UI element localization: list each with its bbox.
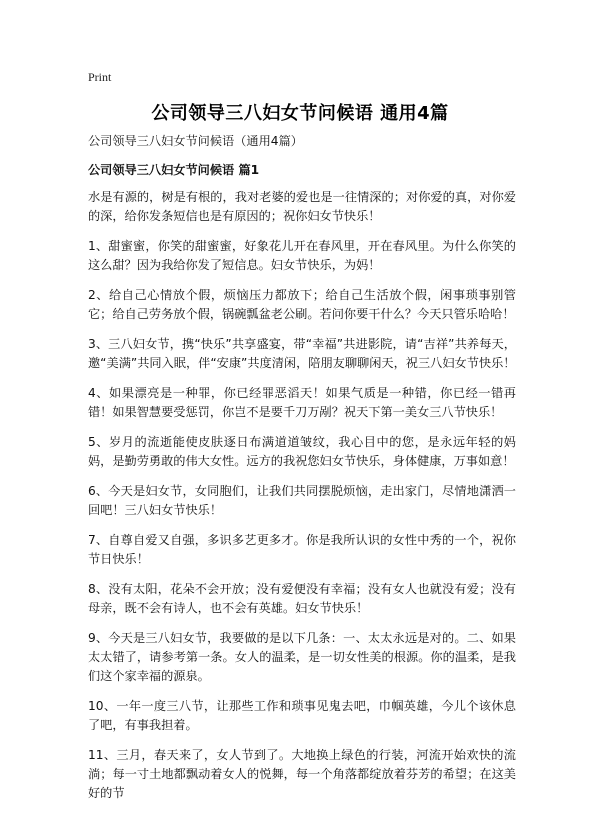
paragraph-11: 11、三月，春天来了，女人节到了。大地换上绿色的行装，河流开始欢快的流淌；每一寸土地都飘动着女人的悦舞，每一个角落都绽放着芬芳的希望；在这美好的节 (88, 748, 516, 800)
paragraph-2: 2、给自己心情放个假，烦恼压力都放下；给自己生活放个假，闲事琐事别管它；给自己劳务放个假，锅碗瓢盆老公刷。若问你要干什么？今天只管乐哈哈！ (88, 288, 516, 321)
paragraph-3: 3、三八妇女节，携“快乐”共享盛宴，带“幸福”共进影院，请“吉祥”共养每天，邀“美满”共同入眠，伴“安康”共度清闲，陪朋友聊聊闲天，祝三八妇女节快乐！ (88, 337, 516, 370)
paragraph-1: 1、甜蜜蜜，你笑的甜蜜蜜，好象花儿开在春风里，开在春风里。为什么你笑的这么甜？因为我给你发了短信息。妇女节快乐，为妈！ (88, 239, 516, 272)
paragraph-intro: 水是有源的，树是有根的，我对老婆的爱也是一往情深的；对你爱的真，对你爱的深，给你发条短信也是有原因的；祝你妇女节快乐！ (88, 190, 516, 223)
section-heading: 公司领导三八妇女节问候语 篇1 (88, 163, 260, 177)
document-body (88, 132, 516, 814)
paragraph-5: 5、岁月的流逝能使皮肤逐日布满道道皱纹，我心目中的您，是永远年轻的妈妈，是勤劳勇敢的伟大女性。远方的我祝您妇女节快乐，身体健康，万事如意！ (88, 435, 516, 468)
paragraph-6: 6、今天是妇女节，女同胞们，让我们共同摆脱烦恼，走出家门，尽情地潇洒一回吧！三八妇女节快乐！ (88, 484, 516, 517)
paragraph-10: 10、一年一度三八节，让那些工作和琐事见鬼去吧，巾帼英雄，今儿个该休息了吧，有事我担着。 (88, 699, 516, 732)
page-title: 公司领导三八妇女节问候语 通用4篇 (151, 103, 449, 124)
print-link[interactable]: Print (88, 70, 112, 84)
document-subtitle: 公司领导三八妇女节问候语（通用4篇） (88, 134, 303, 148)
paragraph-9: 9、今天是三八妇女节，我要做的是以下几条：一、太太永远是对的。二、如果太太错了，请参考第一条。女人的温柔，是一切女性美的根源。你的温柔，是我们这个家幸福的源泉。 (88, 631, 516, 683)
paragraph-7: 7、自尊自爱又自强，多识多艺更多才。你是我所认识的女性中秀的一个，祝你节日快乐！ (88, 533, 516, 566)
paragraph-4: 4、如果漂亮是一种罪，你已经罪恶滔天！如果气质是一种错，你已经一错再错！如果智慧要受惩罚，你岂不是要千刀万剐？祝天下第一美女三八节快乐！ (88, 386, 516, 419)
paragraph-8: 8、没有太阳，花朵不会开放；没有爱便没有幸福；没有女人也就没有爱；没有母亲，既不会有诗人，也不会有英雄。妇女节快乐！ (88, 582, 516, 615)
